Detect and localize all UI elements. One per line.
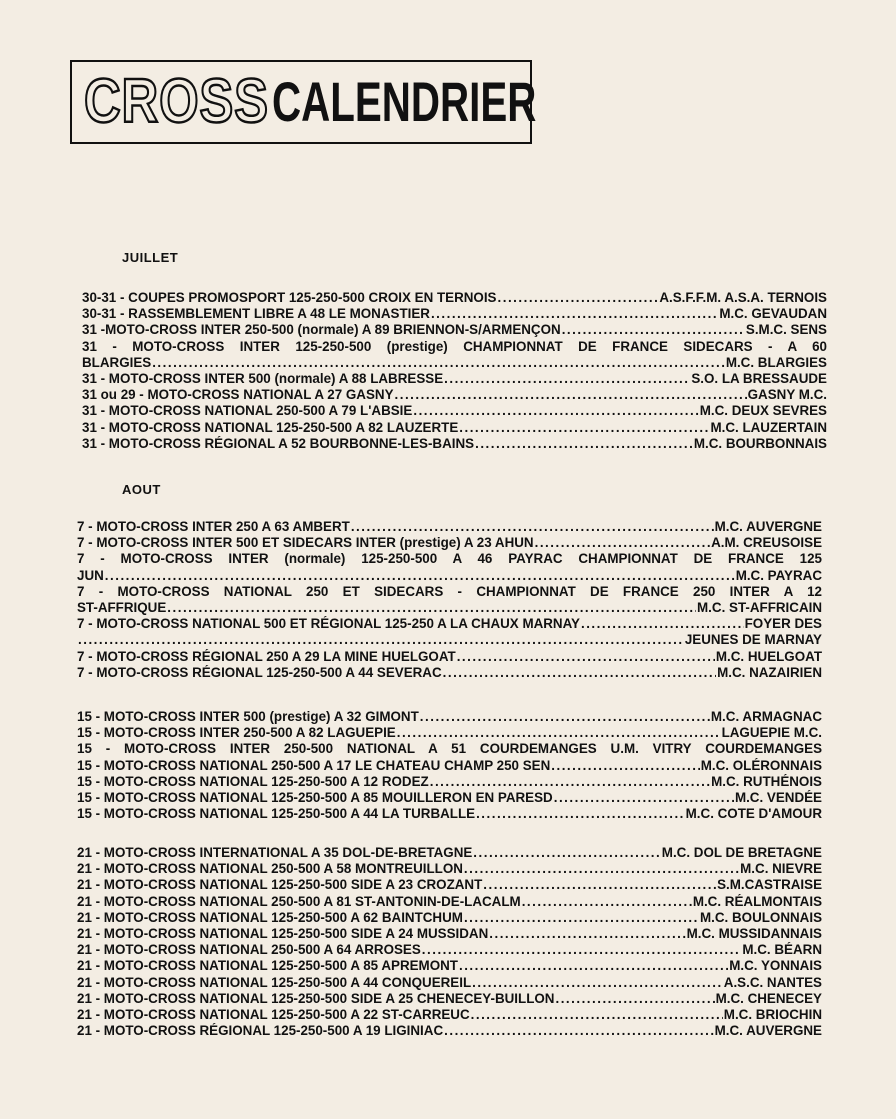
entry-club: M.C. OLÉRONNAIS — [700, 757, 822, 773]
dot-leader — [351, 519, 714, 535]
entry-club: M.C. AUVERGNE — [714, 519, 822, 534]
dot-leader — [431, 306, 718, 322]
entry-club: M.C. ARMAGNAC — [710, 709, 822, 724]
entry-club: M.C. BOURBONNAIS — [693, 435, 827, 451]
block-15-list — [77, 709, 822, 822]
dot-leader — [551, 758, 699, 774]
dot-leader — [464, 910, 699, 926]
entry-club: M.C. MUSSIDANNAIS — [686, 926, 822, 942]
entry-club: M.C. BOULONNAIS — [700, 909, 822, 925]
entry-event: 21 - MOTO-CROSS NATIONAL 125-250-500 A 85 APREMONT — [77, 958, 458, 974]
entry-club: M.C. NAZAIRIEN — [717, 664, 822, 680]
dot-leader — [472, 975, 723, 991]
entry-event: 31 - MOTO-CROSS INTER 500 (normale) A 88 LABRESSE — [82, 371, 444, 387]
dot-leader — [395, 387, 747, 403]
dot-leader — [555, 991, 714, 1007]
dot-leader — [464, 861, 739, 877]
calendar-entry — [77, 910, 822, 926]
entry-club: A.S.C. NANTES — [723, 974, 822, 990]
entry-club: S.O. LA BRESSAUDE — [691, 371, 827, 387]
entry-club: M.C. BRIOCHIN — [723, 1007, 822, 1023]
dot-leader — [167, 600, 696, 616]
calendar-entry — [77, 649, 822, 665]
entry-club: A.M. CREUSOISE — [711, 535, 822, 551]
entry-event: 21 - MOTO-CROSS NATIONAL 125-250-500 A 62 BAINTCHUM — [77, 909, 463, 925]
entry-club: M.C. CHENECEY — [715, 990, 822, 1006]
dot-leader — [397, 725, 721, 741]
calendar-entry — [77, 632, 822, 648]
entry-event: 30-31 - RASSEMBLEMENT LIBRE A 48 LE MONASTIER — [82, 306, 430, 322]
entry-event: 7 - MOTO-CROSS NATIONAL 250 ET SIDECARS - CHAMPIONNAT DE FRANCE 250 INTER A 12 — [77, 583, 822, 599]
calendar-entry — [77, 519, 822, 535]
entry-club: M.C. LAUZERTAIN — [710, 419, 827, 435]
dot-leader — [444, 1023, 713, 1039]
entry-club: JEUNES DE MARNAY — [684, 632, 822, 648]
dot-leader — [444, 371, 690, 387]
entry-event: 15 - MOTO-CROSS NATIONAL 125-250-500 A 12 RODEZ — [77, 773, 429, 789]
calendar-entry — [82, 339, 827, 355]
dot-leader — [476, 806, 685, 822]
entry-event: 7 - MOTO-CROSS INTER (normale) 125-250-500 A 46 PAYRAC CHAMPIONNAT DE FRANCE 125 — [77, 551, 822, 567]
calendar-entry — [82, 420, 827, 436]
calendar-entry — [77, 958, 822, 974]
entry-club: M.C. GEVAUDAN — [719, 306, 827, 322]
calendar-entry — [82, 322, 827, 338]
entry-club: M.C. COTE D'AMOUR — [685, 806, 822, 822]
entry-event: 15 - MOTO-CROSS INTER 250-500 A 82 LAGUEPIE — [77, 725, 396, 741]
entry-event: 31 ou 29 - MOTO-CROSS NATIONAL A 27 GASNY — [82, 387, 394, 403]
entry-event: 15 - MOTO-CROSS NATIONAL 125-250-500 A 44 LA TURBALLE — [77, 806, 476, 822]
dot-leader — [459, 958, 728, 974]
calendar-entry — [82, 387, 827, 403]
dot-leader — [105, 568, 735, 584]
calendar-entry — [77, 758, 822, 774]
month-heading-aout: AOUT — [122, 482, 161, 497]
entry-event: 21 - MOTO-CROSS NATIONAL 250-500 A 81 ST-ANTONIN-DE-LACALM — [77, 893, 521, 909]
entry-event: 21 - MOTO-CROSS NATIONAL 125-250-500 A 44 CONQUEREIL — [77, 974, 472, 990]
calendar-entry — [77, 926, 822, 942]
entry-club: GASNY M.C. — [747, 387, 827, 403]
calendar-entry — [82, 306, 827, 322]
month-heading-juillet: JUILLET — [122, 250, 179, 265]
aout-list — [77, 519, 822, 681]
entry-club: M.C. NIEVRE — [740, 861, 822, 877]
calendar-entry — [77, 665, 822, 681]
entry-club: M.C. DOL DE BRETAGNE — [661, 845, 822, 860]
dot-leader — [471, 1007, 723, 1023]
entry-event: 21 - MOTO-CROSS RÉGIONAL 125-250-500 A 19 LIGINIAC — [77, 1023, 444, 1039]
entry-event: BLARGIES — [82, 354, 152, 370]
entry-event: 7 - MOTO-CROSS RÉGIONAL 250 A 29 LA MINE HUELGOAT — [77, 648, 456, 664]
entry-club: LAGUEPIE M.C. — [721, 725, 822, 741]
calendar-entry — [77, 616, 822, 632]
entry-club: M.C. VENDÉE — [734, 790, 822, 806]
dot-leader — [498, 290, 659, 306]
entry-event: 7 - MOTO-CROSS INTER 250 A 63 AMBERT — [77, 519, 350, 534]
dot-leader — [562, 322, 745, 338]
entry-event: 31 -MOTO-CROSS INTER 250-500 (normale) A 89 BRIENNON-S/ARMENÇON — [82, 322, 561, 338]
entry-club: FOYER DES — [744, 616, 822, 632]
calendar-entry — [77, 942, 822, 958]
calendar-entry — [77, 790, 822, 806]
entry-event: 7 - MOTO-CROSS NATIONAL 500 ET RÉGIONAL 125-250 A LA CHAUX MARNAY — [77, 616, 580, 632]
entry-club: M.C. YONNAIS — [729, 958, 822, 974]
calendar-entry — [82, 290, 827, 306]
calendar-entry — [77, 535, 822, 551]
dot-leader — [581, 616, 744, 632]
calendar-entry — [77, 845, 822, 861]
entry-club: M.C. HUELGOAT — [715, 648, 822, 664]
calendar-entry — [77, 1023, 822, 1039]
entry-event: 21 - MOTO-CROSS NATIONAL 250-500 A 64 ARROSES — [77, 942, 421, 958]
calendar-entry — [77, 861, 822, 877]
entry-event: 21 - MOTO-CROSS NATIONAL 125-250-500 SIDE A 25 CHENECEY-BUILLON — [77, 990, 555, 1006]
entry-event: 15 - MOTO-CROSS INTER 500 (prestige) A 32 GIMONT — [77, 709, 419, 724]
dot-leader — [459, 420, 709, 436]
juillet-list — [82, 290, 827, 452]
entry-club: S.M.C. SENS — [745, 322, 827, 338]
entry-event: JUN — [77, 567, 104, 583]
entry-event: ST-AFFRIQUE — [77, 600, 167, 616]
calendar-entry — [82, 436, 827, 452]
entry-club: M.C. DEUX SEVRES — [699, 403, 827, 419]
entry-event: 15 - MOTO-CROSS INTER 250-500 NATIONAL A 51 COURDEMANGES U.M. VITRY COURDEMANGES — [77, 741, 822, 757]
entry-club: M.C. RÉALMONTAIS — [692, 893, 822, 909]
entry-event: 21 - MOTO-CROSS NATIONAL 125-250-500 SIDE A 24 MUSSIDAN — [77, 926, 489, 942]
calendar-entry — [77, 877, 822, 893]
dot-leader — [535, 535, 711, 551]
dot-leader — [422, 942, 742, 958]
page-title: CALENDRIER — [272, 70, 537, 133]
calendar-entry — [77, 551, 822, 567]
entry-club: M.C. AUVERGNE — [714, 1023, 822, 1039]
dot-leader — [420, 709, 710, 725]
entry-event: 31 - MOTO-CROSS NATIONAL 125-250-500 A 82 LAUZERTE — [82, 419, 459, 435]
calendar-entry — [77, 894, 822, 910]
entry-club: M.C. BLARGIES — [725, 354, 827, 370]
calendar-entry — [77, 1007, 822, 1023]
entry-event: 31 - MOTO-CROSS NATIONAL 250-500 A 79 L'ABSIE — [82, 403, 413, 419]
entry-event: 21 - MOTO-CROSS NATIONAL 250-500 A 58 MONTREUILLON — [77, 861, 463, 877]
entry-event: 7 - MOTO-CROSS INTER 500 ET SIDECARS INTER (prestige) A 23 AHUN — [77, 535, 534, 551]
entry-event: 7 - MOTO-CROSS RÉGIONAL 125-250-500 A 44 SEVERAC — [77, 664, 442, 680]
dot-leader — [78, 632, 684, 648]
dot-leader — [475, 436, 693, 452]
dot-leader — [473, 845, 661, 861]
dot-leader — [483, 877, 716, 893]
entry-event: 15 - MOTO-CROSS NATIONAL 250-500 A 17 LE CHATEAU CHAMP 250 SEN — [77, 757, 551, 773]
dot-leader — [430, 774, 710, 790]
entry-event: 21 - MOTO-CROSS NATIONAL 125-250-500 SIDE A 23 CROZANT — [77, 877, 483, 893]
entry-club: S.M.CASTRAISE — [717, 877, 822, 893]
block-21-list — [77, 845, 822, 1039]
dot-leader — [554, 790, 734, 806]
dot-leader — [152, 355, 725, 371]
dot-leader — [489, 926, 685, 942]
title-outline-word: CROSS — [84, 67, 269, 136]
calendar-entry — [77, 584, 822, 600]
calendar-entry — [77, 568, 822, 584]
entry-event: 21 - MOTO-CROSS INTERNATIONAL A 35 DOL-DE-BRETAGNE — [77, 845, 473, 860]
dot-leader — [413, 403, 698, 419]
calendar-entry — [82, 355, 827, 371]
entry-club: M.C. ST-AFFRICAIN — [697, 600, 822, 616]
entry-club: M.C. BÉARN — [742, 942, 822, 958]
entry-club: M.C. RUTHÉNOIS — [711, 773, 822, 789]
calendar-entry — [82, 403, 827, 419]
dot-leader — [443, 665, 716, 681]
entry-event: 31 - MOTO-CROSS INTER 125-250-500 (prestige) CHAMPIONNAT DE FRANCE SIDECARS - A 60 — [82, 338, 827, 354]
calendar-entry — [77, 741, 822, 757]
calendar-entry — [77, 600, 822, 616]
dot-leader — [522, 894, 692, 910]
dot-leader — [457, 649, 715, 665]
entry-club: A.S.F.F.M. A.S.A. TERNOIS — [659, 290, 827, 305]
calendar-entry — [77, 975, 822, 991]
entry-event: 30-31 - COUPES PROMOSPORT 125-250-500 CROIX EN TERNOIS — [82, 290, 497, 305]
calendar-entry — [77, 774, 822, 790]
calendar-entry — [82, 371, 827, 387]
entry-event: 31 - MOTO-CROSS RÉGIONAL A 52 BOURBONNE-LES-BAINS — [82, 435, 475, 451]
calendar-entry — [77, 991, 822, 1007]
entry-event: 15 - MOTO-CROSS NATIONAL 125-250-500 A 85 MOUILLERON EN PARESD — [77, 790, 553, 806]
calendar-entry — [77, 806, 822, 822]
entry-club: M.C. PAYRAC — [735, 567, 822, 583]
entry-event: 21 - MOTO-CROSS NATIONAL 125-250-500 A 22 ST-CARREUC — [77, 1007, 470, 1023]
calendar-entry — [77, 725, 822, 741]
title-box — [70, 60, 537, 144]
calendar-entry — [77, 709, 822, 725]
